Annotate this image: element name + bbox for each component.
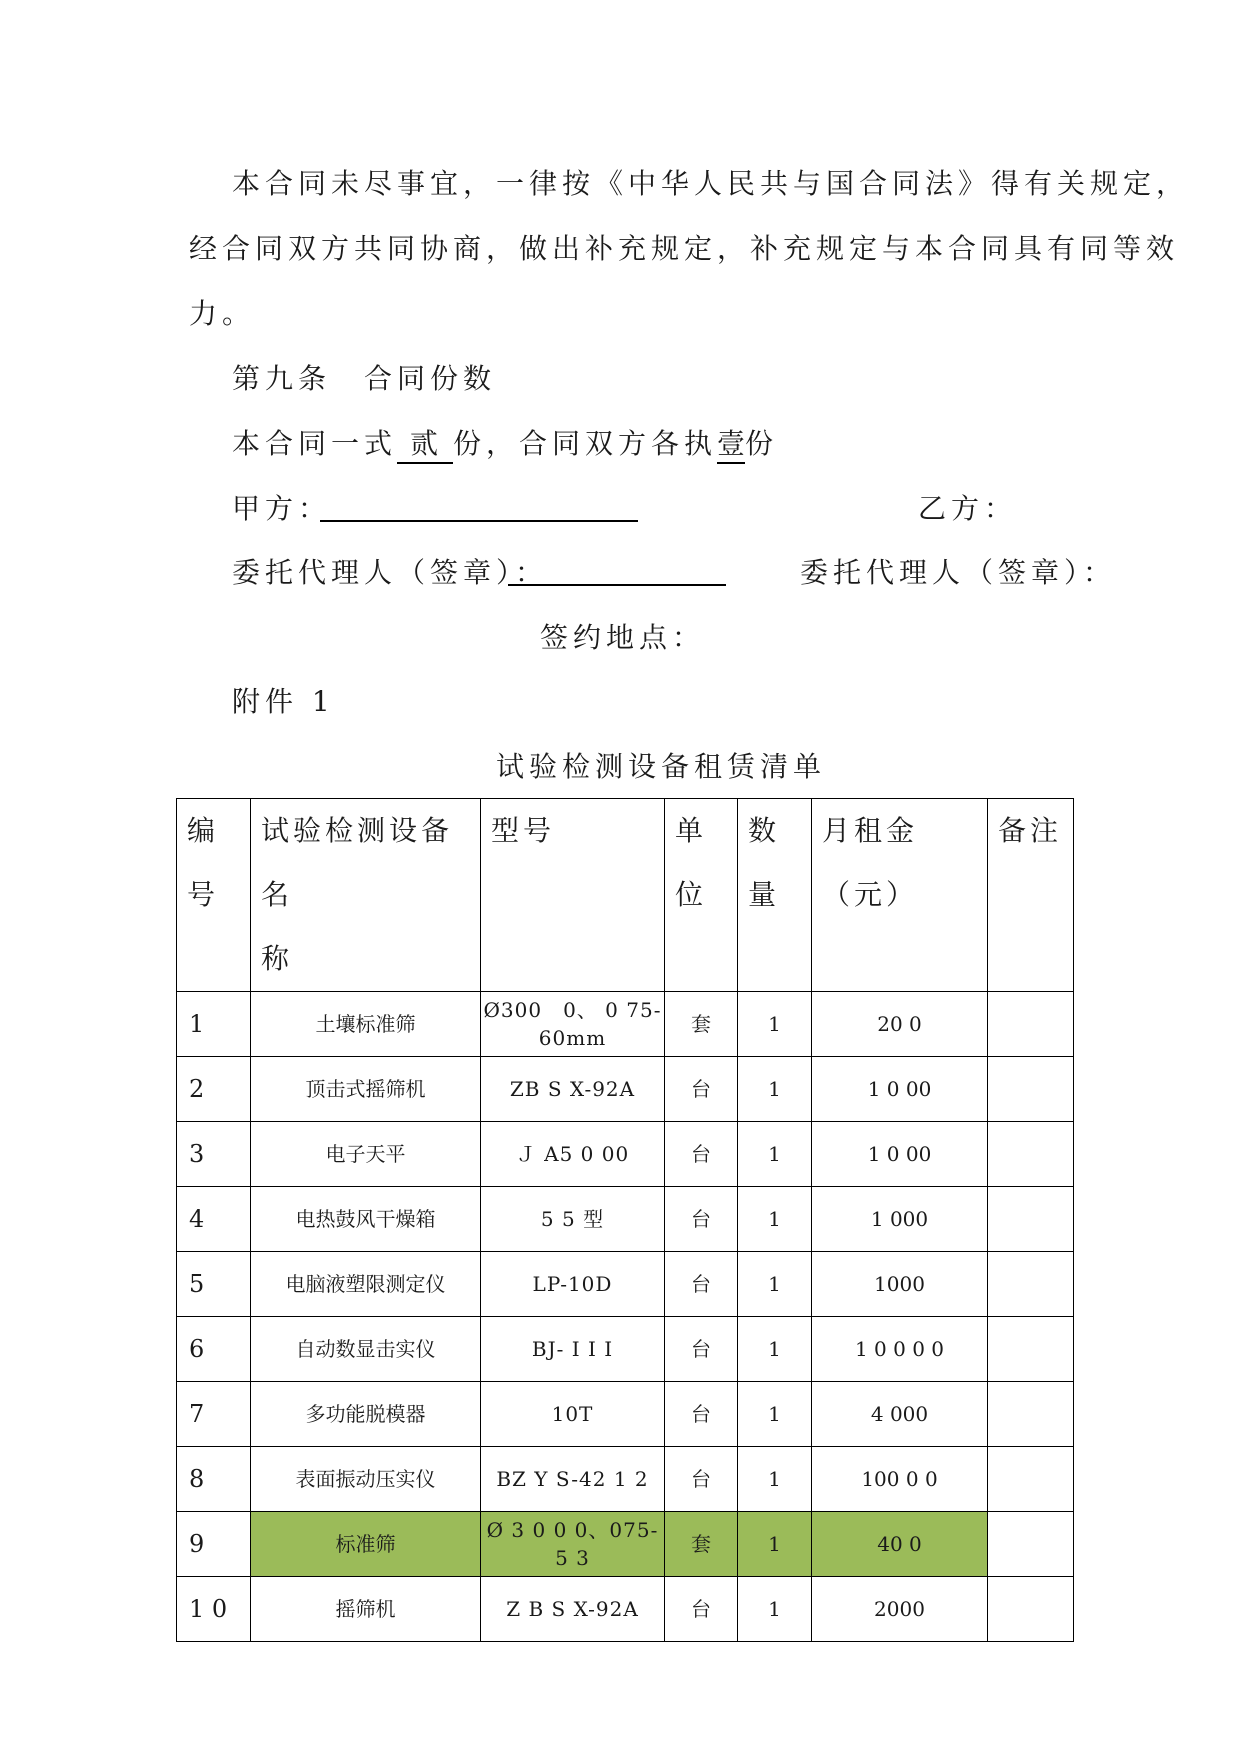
row-unit: 台 — [665, 1057, 738, 1122]
row-name: 电热鼓风干燥箱 — [251, 1187, 481, 1252]
row-quantity: 1 — [738, 1577, 812, 1642]
copies-each: 壹 — [717, 426, 745, 464]
row-quantity: 1 — [738, 1382, 812, 1447]
table-row — [177, 1252, 1074, 1317]
agent-b-label: 委托代理人（签章）： — [800, 556, 1117, 589]
copies-suffix: 份 — [745, 427, 779, 460]
paragraph-line-2: 经合同双方共同协商，做出补充规定，补充规定与本合同具有同等效 — [189, 232, 1180, 265]
row-name: 电子天平 — [251, 1122, 481, 1187]
row-unit: 台 — [665, 1252, 738, 1317]
row-quantity: 1 — [738, 1447, 812, 1512]
row-number: 7 — [177, 1382, 251, 1447]
table-row — [177, 992, 1074, 1057]
row-model: LP-10D — [481, 1252, 665, 1317]
table-row — [177, 1447, 1074, 1512]
row-rent: 1000 — [812, 1252, 988, 1317]
row-name: 自动数显击实仪 — [251, 1317, 481, 1382]
row-model: BZ Y S-42 1 2 — [481, 1447, 665, 1512]
rental-list-table — [176, 798, 1074, 1642]
row-model: 5 5 型 — [481, 1187, 665, 1252]
table-row-highlighted — [177, 1512, 1074, 1577]
party-a-label: 甲方： — [232, 492, 332, 525]
row-number: 9 — [177, 1512, 251, 1577]
row-number: 5 — [177, 1252, 251, 1317]
table-row — [177, 1187, 1074, 1252]
row-remark — [988, 1057, 1074, 1122]
row-rent: 1 000 — [812, 1187, 988, 1252]
signing-place-label: 签约地点： — [540, 621, 706, 654]
row-remark — [988, 1447, 1074, 1512]
row-name: 土壤标准筛 — [251, 992, 481, 1057]
copies-line — [232, 426, 778, 464]
row-number: 6 — [177, 1317, 251, 1382]
row-quantity: 1 — [738, 992, 812, 1057]
row-rent: 40 0 — [812, 1512, 988, 1577]
row-unit: 台 — [665, 1122, 738, 1187]
row-model: ZB S X-92A — [481, 1057, 665, 1122]
table-row — [177, 1122, 1074, 1187]
copies-total: 贰 — [397, 426, 453, 464]
row-quantity: 1 — [738, 1057, 812, 1122]
row-remark — [988, 1577, 1074, 1642]
header-unit: 单 位 — [665, 799, 738, 992]
row-rent: 1 0 00 — [812, 1122, 988, 1187]
row-unit: 套 — [665, 1512, 738, 1577]
agent-a-label: 委托代理人（签章）： — [232, 556, 549, 589]
row-remark — [988, 1187, 1074, 1252]
row-name: 电脑液塑限测定仪 — [251, 1252, 481, 1317]
row-remark — [988, 1122, 1074, 1187]
header-equipment-name: 试验检测设备名 称 — [251, 799, 481, 992]
table-row — [177, 1577, 1074, 1642]
article-9-heading: 第九条 合同份数 — [232, 362, 497, 395]
row-rent: 1 0 00 — [812, 1057, 988, 1122]
row-model: Ø 3 0 0 0、075- 5 3 — [481, 1512, 665, 1577]
table-row — [177, 1382, 1074, 1447]
row-quantity: 1 — [738, 1512, 812, 1577]
row-remark — [988, 1317, 1074, 1382]
row-unit: 台 — [665, 1577, 738, 1642]
row-remark — [988, 1512, 1074, 1577]
row-remark — [988, 1252, 1074, 1317]
row-quantity: 1 — [738, 1122, 812, 1187]
row-quantity: 1 — [738, 1252, 812, 1317]
row-name: 标准筛 — [251, 1512, 481, 1577]
row-rent: 2000 — [812, 1577, 988, 1642]
table-row — [177, 1057, 1074, 1122]
row-model: Ø300 0、 0 75-60mm — [481, 992, 665, 1057]
row-number: 1 — [177, 992, 251, 1057]
row-model: Ｊ A5 0 00 — [481, 1122, 665, 1187]
row-name: 摇筛机 — [251, 1577, 481, 1642]
row-number: 1 0 — [177, 1577, 251, 1642]
row-rent: 4 000 — [812, 1382, 988, 1447]
row-unit: 台 — [665, 1382, 738, 1447]
row-number: 8 — [177, 1447, 251, 1512]
agent-a-signature-line — [508, 584, 726, 586]
row-name: 表面振动压实仪 — [251, 1447, 481, 1512]
table-header-row — [177, 799, 1074, 992]
row-rent: 1 0 0 0 0 — [812, 1317, 988, 1382]
header-monthly-rent: 月租金（元） — [812, 799, 988, 992]
row-quantity: 1 — [738, 1317, 812, 1382]
row-remark — [988, 1382, 1074, 1447]
header-remark: 备注 — [988, 799, 1074, 992]
copies-prefix: 本合同一式 — [232, 427, 398, 460]
party-a-signature-line — [320, 520, 638, 522]
header-model: 型号 — [481, 799, 665, 992]
attachment-label: 附件 1 — [232, 685, 335, 718]
row-rent: 100 0 0 — [812, 1447, 988, 1512]
party-b-label: 乙方： — [918, 492, 1018, 525]
row-unit: 台 — [665, 1187, 738, 1252]
row-number: 4 — [177, 1187, 251, 1252]
row-unit: 台 — [665, 1317, 738, 1382]
header-quantity: 数 量 — [738, 799, 812, 992]
row-unit: 套 — [665, 992, 738, 1057]
row-model: 10T — [481, 1382, 665, 1447]
row-number: 3 — [177, 1122, 251, 1187]
row-number: 2 — [177, 1057, 251, 1122]
copies-middle: 份，合同双方各执 — [453, 427, 718, 460]
row-model: BJ- I I I — [481, 1317, 665, 1382]
row-quantity: 1 — [738, 1187, 812, 1252]
row-model: Z B S X-92A — [481, 1577, 665, 1642]
row-name: 多功能脱模器 — [251, 1382, 481, 1447]
attachment-title: 试验检测设备租赁清单 — [496, 750, 827, 783]
paragraph-line-3: 力。 — [189, 297, 256, 330]
row-remark — [988, 992, 1074, 1057]
header-number: 编 号 — [177, 799, 251, 992]
row-rent: 20 0 — [812, 992, 988, 1057]
row-unit: 台 — [665, 1447, 738, 1512]
row-name: 顶击式摇筛机 — [251, 1057, 481, 1122]
table-row — [177, 1317, 1074, 1382]
paragraph-line-1: 本合同未尽事宜，一律按《中华人民共与国合同法》得有关规定， — [232, 167, 1190, 200]
